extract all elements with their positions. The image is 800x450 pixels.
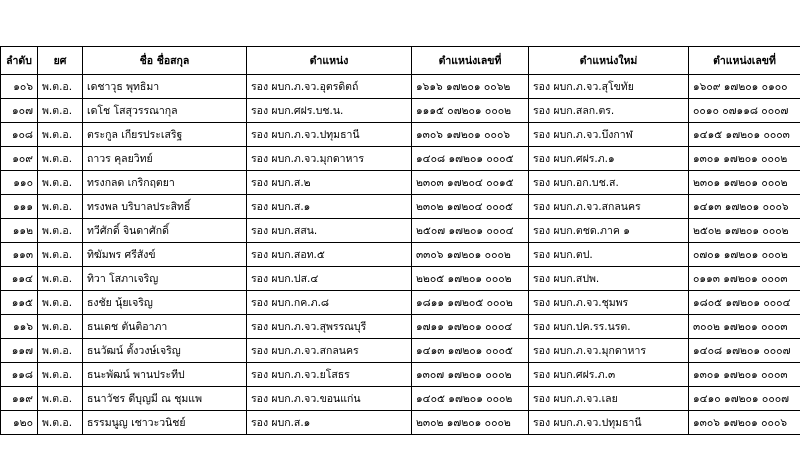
cell-position: รอง ผบก.ภ.จว.ขอนแก่น [247,387,412,411]
cell-position: รอง ผบก.ส.๑ [247,195,412,219]
cell-new-position: รอง ผบก.ภ.จว.สกลนคร [529,195,689,219]
header-position-no: ตำแหน่งเลขที่ [412,47,529,75]
cell-no: ๑๐๙ [1,147,38,171]
cell-no: ๑๑๕ [1,291,38,315]
cell-new-position-no: ๒๓๐๑ ๑๗๒๐๑ ๐๐๐๒ [689,171,800,195]
cell-position-no: ๒๒๐๕ ๑๗๒๐๑ ๐๐๐๒ [412,267,529,291]
cell-position-no: ๑๔๐๕ ๑๗๒๐๑ ๐๐๐๒ [412,387,529,411]
cell-new-position-no: ๐๗๐๑ ๑๗๒๐๑ ๐๐๐๒ [689,243,800,267]
cell-rank: พ.ต.อ. [38,219,83,243]
cell-no: ๑๑๖ [1,315,38,339]
table-row [1,411,800,435]
cell-rank: พ.ต.อ. [38,171,83,195]
cell-name: ทวีศักดิ์ จินดาศักดิ์ [83,219,247,243]
cell-name: ถาวร คุลยวิทย์ [83,147,247,171]
cell-no: ๑๑๙ [1,387,38,411]
header-new-position-no: ตำแหน่งเลขที่ [689,47,800,75]
cell-new-position: รอง ผบก.ศฝร.ภ.๓ [529,363,689,387]
cell-name: เดโช โสสุวรรณากุล [83,99,247,123]
cell-new-position-no: ๐๐๑๐ ๐๗๑๑๘ ๐๐๐๗ [689,99,800,123]
header-no: ลำดับ [1,47,38,75]
cell-no: ๑๑๑ [1,195,38,219]
cell-name: ธนะพัฒน์ พานประทีป [83,363,247,387]
cell-no: ๑๑๐ [1,171,38,195]
cell-position: รอง ผบก.ภ.จว.อุตรดิตถ์ [247,75,412,99]
table-row [1,267,800,291]
cell-name: ธรรมนูญ เชาวะวนิชย์ [83,411,247,435]
cell-rank: พ.ต.อ. [38,267,83,291]
table-row [1,123,800,147]
table-row [1,243,800,267]
cell-new-position: รอง ผบก.ปค.รร.นรต. [529,315,689,339]
cell-position: รอง ผบก.สสน. [247,219,412,243]
cell-position-no: ๑๑๑๕ ๐๗๒๐๑ ๐๐๐๒ [412,99,529,123]
cell-no: ๑๑๔ [1,267,38,291]
table-row [1,387,800,411]
cell-name: ธนเดช ตันติอาภา [83,315,247,339]
table-row [1,363,800,387]
cell-position: รอง ผบก.ศฝร.บช.น. [247,99,412,123]
personnel-table [0,46,800,435]
table-row [1,315,800,339]
cell-name: ทิวา โสภาเจริญ [83,267,247,291]
cell-position: รอง ผบก.ภ.จว.สกลนคร [247,339,412,363]
cell-position-no: ๒๓๐๒ ๑๗๒๐๑ ๐๐๐๒ [412,411,529,435]
cell-position-no: ๒๓๐๒ ๑๗๒๐๔ ๐๐๐๕ [412,195,529,219]
cell-no: ๑๑๘ [1,363,38,387]
cell-rank: พ.ต.อ. [38,195,83,219]
cell-position: รอง ผบก.ปส.๔ [247,267,412,291]
cell-new-position-no: ๑๓๐๑ ๑๗๒๐๑ ๐๐๐๒ [689,147,800,171]
cell-new-position: รอง ผบก.ตป. [529,243,689,267]
cell-position: รอง ผบก.ส.๑ [247,411,412,435]
cell-new-position: รอง ผบก.ภ.จว.เลย [529,387,689,411]
cell-position: รอง ผบก.ภ.จว.มุกดาหาร [247,147,412,171]
cell-name: ทรงกลด เกริกฤตยา [83,171,247,195]
table-row [1,171,800,195]
cell-new-position-no: ๑๓๐๖ ๑๗๒๐๑ ๐๐๐๖ [689,411,800,435]
cell-position-no: ๑๖๑๖ ๑๗๒๐๑ ๐๐๖๒ [412,75,529,99]
cell-position-no: ๑๗๑๑ ๑๗๒๐๑ ๐๐๐๔ [412,315,529,339]
table-row [1,219,800,243]
cell-rank: พ.ต.อ. [38,339,83,363]
cell-position: รอง ผบก.ภ.จว.ปทุมธานี [247,123,412,147]
cell-new-position-no: ๑๖๐๙ ๑๗๒๐๑ ๐๑๐๐ [689,75,800,99]
cell-new-position: รอง ผบก.ภ.จว.สุโขทัย [529,75,689,99]
cell-new-position-no: ๑๘๐๕ ๑๗๒๐๑ ๐๐๐๔ [689,291,800,315]
cell-position-no: ๒๓๐๓ ๑๗๒๐๔ ๐๐๑๕ [412,171,529,195]
cell-position-no: ๓๓๐๖ ๑๗๒๐๑ ๐๐๐๒ [412,243,529,267]
header-new-position: ตำแหน่งใหม่ [529,47,689,75]
cell-rank: พ.ต.อ. [38,75,83,99]
cell-rank: พ.ต.อ. [38,291,83,315]
header-position: ตำแหน่ง [247,47,412,75]
cell-name: ธนาวัชร ดีบุญมี ณ ชุมแพ [83,387,247,411]
cell-no: ๑๐๗ [1,99,38,123]
cell-new-position-no: ๒๕๐๒ ๑๗๒๐๑ ๐๐๐๒ [689,219,800,243]
cell-rank: พ.ต.อ. [38,315,83,339]
table-row [1,195,800,219]
cell-position-no: ๑๓๐๗ ๑๗๒๐๑ ๐๐๐๒ [412,363,529,387]
cell-new-position-no: ๑๓๐๑ ๑๗๒๐๑ ๐๐๐๓ [689,363,800,387]
cell-no: ๑๑๒ [1,219,38,243]
cell-name: ธงชัย นุ้ยเจริญ [83,291,247,315]
table-row [1,99,800,123]
header-row [1,47,800,75]
cell-no: ๑๐๖ [1,75,38,99]
cell-position-no: ๑๓๐๖ ๑๗๒๐๑ ๐๐๐๖ [412,123,529,147]
cell-new-position: รอง ผบก.ภ.จว.ปทุมธานี [529,411,689,435]
cell-no: ๑๐๘ [1,123,38,147]
cell-new-position-no: ๐๑๑๓ ๑๗๒๐๑ ๐๐๐๓ [689,267,800,291]
cell-no: ๑๑๓ [1,243,38,267]
cell-new-position: รอง ผบก.ภ.จว.ชุมพร [529,291,689,315]
cell-no: ๑๑๗ [1,339,38,363]
cell-position-no: ๑๔๐๘ ๑๗๒๐๑ ๐๐๐๕ [412,147,529,171]
table-row [1,339,800,363]
cell-name: ตระกูล เกียรประเสริฐ [83,123,247,147]
cell-rank: พ.ต.อ. [38,243,83,267]
cell-new-position-no: ๓๐๐๒ ๑๗๒๐๑ ๐๐๐๓ [689,315,800,339]
cell-rank: พ.ต.อ. [38,411,83,435]
cell-rank: พ.ต.อ. [38,147,83,171]
cell-rank: พ.ต.อ. [38,99,83,123]
cell-new-position: รอง ผบก.ภ.จว.มุกดาหาร [529,339,689,363]
header-rank: ยศ [38,47,83,75]
cell-new-position-no: ๑๔๑๓ ๑๗๒๐๑ ๐๐๐๖ [689,195,800,219]
cell-position: รอง ผบก.ส.๒ [247,171,412,195]
cell-new-position-no: ๑๔๑๐ ๑๗๒๐๑ ๐๐๐๗ [689,387,800,411]
cell-new-position: รอง ผบก.สลก.ตร. [529,99,689,123]
cell-name: ทิฆัมพร ศรีสังข์ [83,243,247,267]
cell-rank: พ.ต.อ. [38,123,83,147]
cell-position-no: ๑๘๑๑ ๑๗๒๐๕ ๐๐๐๒ [412,291,529,315]
cell-new-position: รอง ผบก.ศฝร.ภ.๑ [529,147,689,171]
table-row [1,147,800,171]
cell-no: ๑๒๐ [1,411,38,435]
cell-rank: พ.ต.อ. [38,387,83,411]
cell-name: เดชาวุธ พุทธิมา [83,75,247,99]
table-row [1,75,800,99]
cell-new-position: รอง ผบก.ภ.จว.บึงกาฬ [529,123,689,147]
cell-position-no: ๒๕๐๗ ๑๗๒๐๑ ๐๐๐๔ [412,219,529,243]
cell-new-position: รอง ผบก.ตชด.ภาค ๑ [529,219,689,243]
cell-position: รอง ผบก.ภ.จว.สุพรรณบุรี [247,315,412,339]
cell-name: ทรงพล บริบาลประสิทธิ์ [83,195,247,219]
cell-position: รอง ผบก.กค.ภ.๘ [247,291,412,315]
cell-new-position-no: ๑๔๑๕ ๑๗๒๐๑ ๐๐๐๓ [689,123,800,147]
header-name: ชื่อ ชื่อสกุล [83,47,247,75]
table-row [1,291,800,315]
cell-position: รอง ผบก.ภ.จว.ยโสธร [247,363,412,387]
cell-new-position: รอง ผบก.สปพ. [529,267,689,291]
cell-new-position: รอง ผบก.อก.บช.ส. [529,171,689,195]
cell-rank: พ.ต.อ. [38,363,83,387]
cell-new-position-no: ๑๔๐๘ ๑๗๒๐๑ ๐๐๐๗ [689,339,800,363]
cell-name: ธนวัฒน์ ตั้งวงษ์เจริญ [83,339,247,363]
cell-position: รอง ผบก.สอท.๕ [247,243,412,267]
cell-position-no: ๑๔๑๓ ๑๗๒๐๑ ๐๐๐๕ [412,339,529,363]
